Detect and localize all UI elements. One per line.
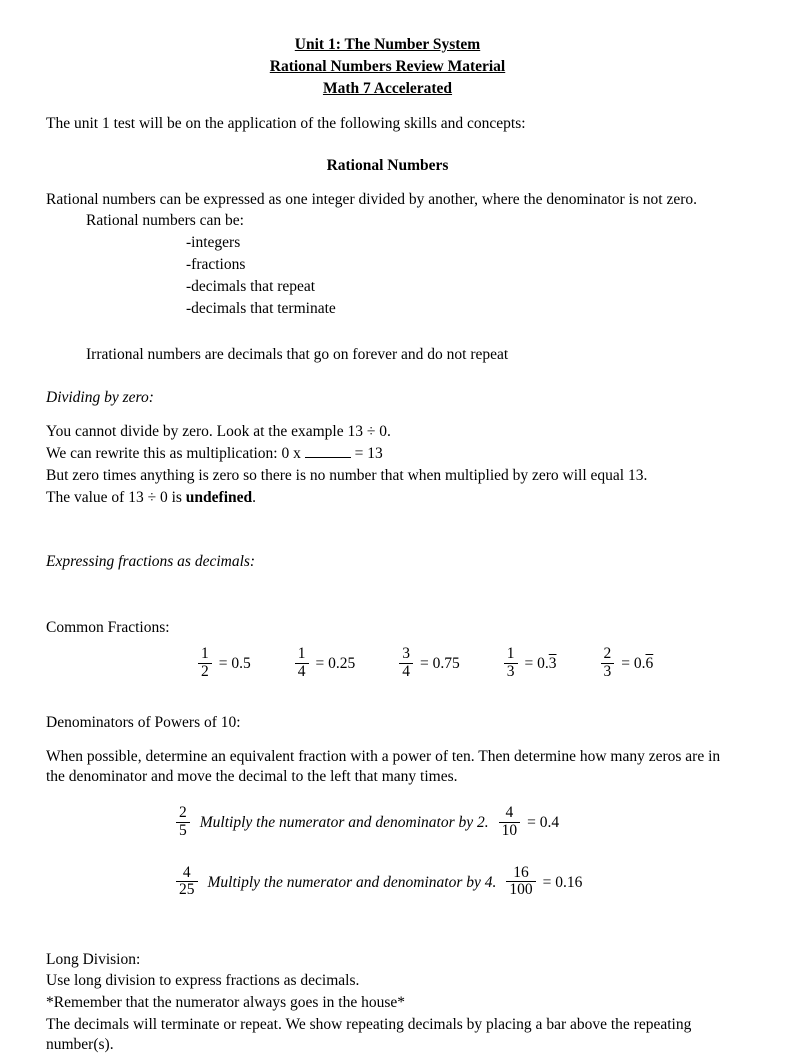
dividing-zero-line-4-post: . [252, 488, 257, 506]
power-of-ten-example-row [174, 863, 729, 900]
fraction-value: = 0.25 [315, 655, 356, 673]
power-of-ten-example-row [174, 806, 729, 840]
dividing-by-zero-heading: Dividing by zero: [46, 389, 154, 407]
common-fraction-item [196, 647, 251, 681]
fraction-denominator: 4 [295, 663, 309, 680]
fraction [499, 805, 521, 839]
powers-of-ten-paragraph: When possible, determine an equivalent fraction with a power of ten. Then determine how many zeros are in the denominator and move the decimal to the left that many times. [46, 747, 721, 785]
document-title-block [46, 34, 729, 100]
fraction-denominator: 2 [198, 663, 212, 680]
common-fractions-label: Common Fractions: [46, 618, 170, 636]
irrational-note: Irrational numbers are decimals that go on forever and do not repeat [86, 345, 509, 363]
intro-paragraph: The unit 1 test will be on the application of the following skills and concepts: [46, 115, 526, 132]
fraction-numerator: 2 [179, 804, 187, 822]
dividing-zero-line-3: But zero times anything is zero so there is no number that when multiplied by zero will equal 13. [46, 467, 648, 485]
fraction-value: = 0. [524, 655, 549, 673]
dividing-zero-line-1: You cannot divide by zero. Look at the example 13 ÷ 0. [46, 423, 391, 441]
rational-definition: Rational numbers can be expressed as one integer divided by another, where the denominator is not zero. [46, 190, 698, 208]
fraction-value: = 0. [621, 655, 646, 673]
long-division-heading: Long Division: [46, 950, 141, 968]
title-line-2: Rational Numbers Review Material [269, 58, 506, 75]
rational-can-be-label: Rational numbers can be: [86, 212, 244, 230]
example-instruction: Multiply the numerator and denominator by 2. [199, 814, 489, 832]
repeating-digit: 3 [548, 655, 557, 673]
fraction [506, 865, 535, 899]
fraction-numerator: 2 [603, 645, 612, 663]
long-division-line-3: The decimals will terminate or repeat. We show repeating decimals by placing a bar above the repeating number(s). [46, 1015, 692, 1053]
title-line-3: Math 7 Accelerated [322, 80, 453, 97]
dividing-zero-line-4-pre: The value of 13 ÷ 0 is [46, 488, 186, 506]
powers-of-ten-label: Denominators of Powers of 10: [46, 713, 241, 731]
repeating-digit: 6 [645, 655, 654, 673]
fraction [176, 805, 190, 839]
fraction-numerator: 3 [402, 645, 410, 663]
common-fraction-item [599, 647, 654, 681]
expressing-fractions-heading: Expressing fractions as decimals: [46, 552, 256, 570]
fraction-numerator: 1 [297, 645, 306, 663]
long-division-line-1: Use long division to express fractions as decimals. [46, 972, 360, 990]
fraction-denominator: 100 [506, 881, 535, 898]
rational-bullet-repeating-decimals: -decimals that repeat [186, 277, 316, 295]
common-fraction-item [397, 647, 460, 681]
title-line-1: Unit 1: The Number System [294, 36, 481, 53]
fraction [504, 646, 518, 680]
rational-bullet-terminating-decimals: -decimals that terminate [186, 299, 336, 317]
example-result-value: = 0.16 [542, 873, 583, 891]
fraction-denominator: 5 [176, 822, 190, 839]
fraction-denominator: 25 [176, 881, 198, 898]
dividing-zero-line-2-post: = 13 [350, 445, 383, 463]
fraction [399, 646, 413, 680]
long-division-line-2: *Remember that the numerator always goes in the house* [46, 994, 405, 1012]
common-fraction-item [502, 647, 557, 681]
fraction-denominator: 10 [499, 822, 521, 839]
fraction-denominator: 4 [399, 663, 413, 680]
fraction [601, 646, 615, 680]
fraction-numerator: 4 [505, 804, 514, 822]
rational-numbers-heading: Rational Numbers [326, 156, 449, 174]
fraction-numerator: 1 [506, 645, 515, 663]
fraction-numerator: 4 [182, 863, 191, 881]
fraction-value: = 0.5 [218, 655, 251, 673]
undefined-term: undefined [185, 488, 253, 506]
rational-bullet-integers: -integers [186, 234, 241, 252]
fraction-denominator: 3 [601, 663, 615, 680]
common-fraction-item [293, 647, 356, 681]
common-fractions-row [196, 647, 729, 681]
fraction [198, 646, 212, 680]
example-result-value: = 0.4 [527, 814, 560, 832]
dividing-zero-line-2-pre: We can rewrite this as multiplication: 0 x [46, 445, 305, 463]
fraction-numerator: 1 [201, 645, 209, 663]
fraction-denominator: 3 [504, 663, 518, 680]
dividing-zero-line-2 [46, 444, 729, 464]
example-instruction: Multiply the numerator and denominator by 4. [207, 873, 497, 891]
fraction [176, 865, 198, 899]
fraction [295, 646, 309, 680]
rational-bullet-fractions: -fractions [186, 256, 246, 274]
dividing-zero-line-4 [46, 488, 729, 508]
fraction-numerator: 16 [513, 863, 529, 881]
fraction-value: = 0.75 [420, 655, 460, 673]
blank-fill-in [305, 444, 351, 458]
